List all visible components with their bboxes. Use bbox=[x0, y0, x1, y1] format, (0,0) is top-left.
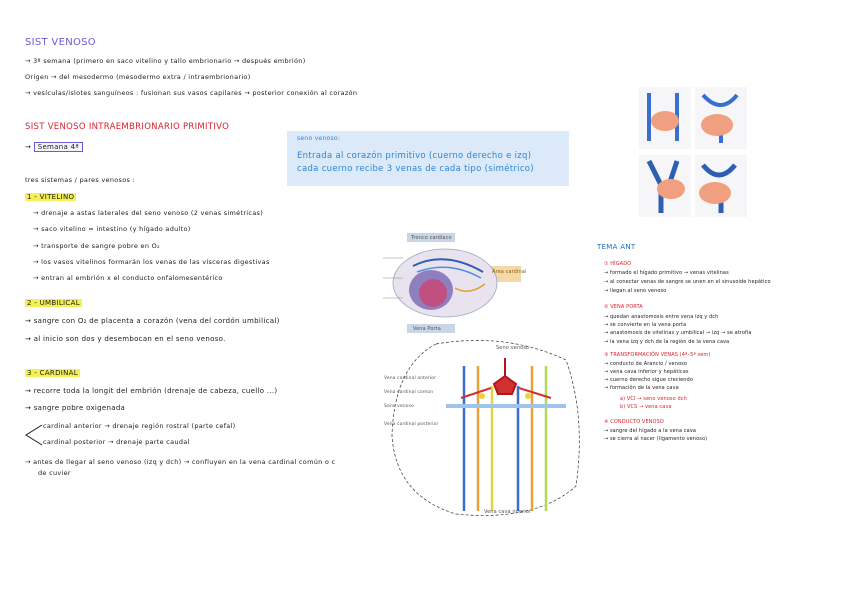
note-label: seno venoso: bbox=[297, 135, 341, 142]
right-line: → formado el hígado primitivo → venas vitelinas bbox=[604, 270, 729, 276]
figure-label: Tronco cardíaco bbox=[411, 235, 452, 241]
list-item: → transporte de sangre pobre en O₂ bbox=[33, 242, 160, 250]
note-line: → vesículas/islotes sanguíneos : fusionan sus vasos capilares → posterior conexión al corazón bbox=[25, 89, 358, 97]
figure-grid bbox=[637, 85, 751, 220]
figure-label: Área cardinal bbox=[492, 269, 527, 275]
figure-panel bbox=[695, 155, 747, 217]
right-subtitle: ② VENA PORTA bbox=[604, 304, 643, 310]
diagram-label: Vena cardinal común bbox=[384, 390, 434, 395]
right-line: → se convierte en la vena porta bbox=[604, 322, 687, 328]
figure-panel bbox=[639, 155, 691, 217]
right-line: → quedan anastomosis entre vena izq y dch bbox=[604, 314, 719, 320]
note-line: → 3ª semana (primero en saco vitelino y tallo embrionario → después embrión) bbox=[25, 57, 306, 65]
right-subtitle: ④ CONDUCTO VENOSO bbox=[604, 419, 664, 425]
right-line: → vena cava inferior y hepáticas bbox=[604, 369, 689, 375]
week-label: → Semana 4ª bbox=[25, 143, 83, 151]
diagram-label: Vena cardinal posterior bbox=[384, 422, 439, 427]
right-title: TEMA ANT bbox=[597, 243, 636, 251]
list-item: → recorre toda la longit del embrión (drenaje de cabeza, cuello ...) bbox=[25, 387, 278, 395]
note-line: Origen → del mesodermo (mesodermo extra / intraembrionario) bbox=[25, 73, 251, 81]
right-subtitle: ① HÍGADO bbox=[604, 261, 632, 267]
right-line: → sangre del hígado a la vena cava bbox=[604, 428, 697, 434]
subsection-cardinal bbox=[25, 369, 80, 377]
highlight: 3 - CARDINAL bbox=[27, 369, 78, 377]
list-item: → los vasos vitelinos formarán los venas de las vísceras digestivas bbox=[33, 258, 270, 266]
subsection-vitelino bbox=[25, 193, 76, 201]
right-line: → la vena izq y dch de la región de la vena cava bbox=[604, 339, 730, 345]
list-item: → sangre con O₂ de placenta a corazón (vena del cordón umbilical) bbox=[25, 317, 280, 325]
list-item: cardinal posterior → drenaje parte caudal bbox=[43, 438, 190, 446]
figure-panel bbox=[639, 87, 691, 149]
list-item: cardinal anterior → drenaje región rostral (parte cefal) bbox=[43, 422, 236, 430]
right-subtitle: ③ TRANSFORMACIÓN VENAS (4ª–5ª sem) bbox=[604, 352, 711, 358]
list-item: → sangre pobre oxigenada bbox=[25, 404, 126, 412]
list-item: → al inicio son dos y desembocan en el seno venoso. bbox=[25, 335, 226, 343]
right-line: → cuerno derecho sigue creciendo bbox=[604, 377, 693, 383]
seno-venoso-note bbox=[287, 131, 569, 186]
right-line-red: b) VCS → vena cava bbox=[620, 404, 672, 410]
list-item: → drenaje a astas laterales del seno venoso (2 venas simétricas) bbox=[33, 209, 264, 217]
section-title: SIST VENOSO INTRAEMBRIONARIO PRIMITIVO bbox=[25, 122, 230, 132]
week-box: Semana 4ª bbox=[34, 142, 83, 152]
diagram-label: Vena cardinal anterior bbox=[384, 376, 436, 381]
list-item: → antes de llegar al seno venoso (izq y dch) → confluyen en la vena cardinal común o c bbox=[25, 458, 336, 466]
diagram-label: Vena cava inferior bbox=[484, 509, 532, 515]
subsection-umbilical bbox=[25, 299, 82, 307]
note-line: Entrada al corazón primitivo (cuerno derecho e izq) bbox=[297, 151, 532, 161]
right-line: → se cierra al nacer (ligamento venoso) bbox=[604, 436, 708, 442]
note-line: tres sistemas / pares venosos : bbox=[25, 176, 136, 184]
right-line: → llegan al seno venoso bbox=[604, 288, 667, 294]
note-line: cada cuerno recibe 3 venas de cada tipo (simétrico) bbox=[297, 164, 534, 174]
highlight: 1 - VITELINO bbox=[27, 193, 75, 201]
figure-label: Vena Porta bbox=[413, 326, 441, 332]
list-item: de cuvier bbox=[38, 469, 71, 477]
venous-system-diagram bbox=[386, 336, 586, 522]
list-item: → saco vitelino = intestino (y hígado adulto) bbox=[33, 225, 191, 233]
figure-panel bbox=[695, 87, 747, 149]
highlight: 2 - UMBILICAL bbox=[27, 299, 80, 307]
embryo-figure bbox=[373, 228, 527, 334]
right-line: → formación de la vena cava bbox=[604, 385, 679, 391]
page-title: SIST VENOSO bbox=[25, 37, 96, 48]
diagram-label: Seno venoso bbox=[384, 404, 414, 409]
right-line: → anastomosis de vitelinas y umbilical → izq → se atrofia bbox=[604, 330, 752, 336]
right-line: → al conectar venas de sangre se unen en el sinusoide hepático bbox=[604, 279, 771, 285]
right-line-red: a) VCI → seno venoso dch bbox=[620, 396, 687, 402]
list-item: → entran al embrión x el conducto onfalomesentérico bbox=[33, 274, 223, 282]
diagram-label: Seno venoso bbox=[496, 345, 530, 351]
right-line: → conducto de Arancio / venoso bbox=[604, 361, 687, 367]
